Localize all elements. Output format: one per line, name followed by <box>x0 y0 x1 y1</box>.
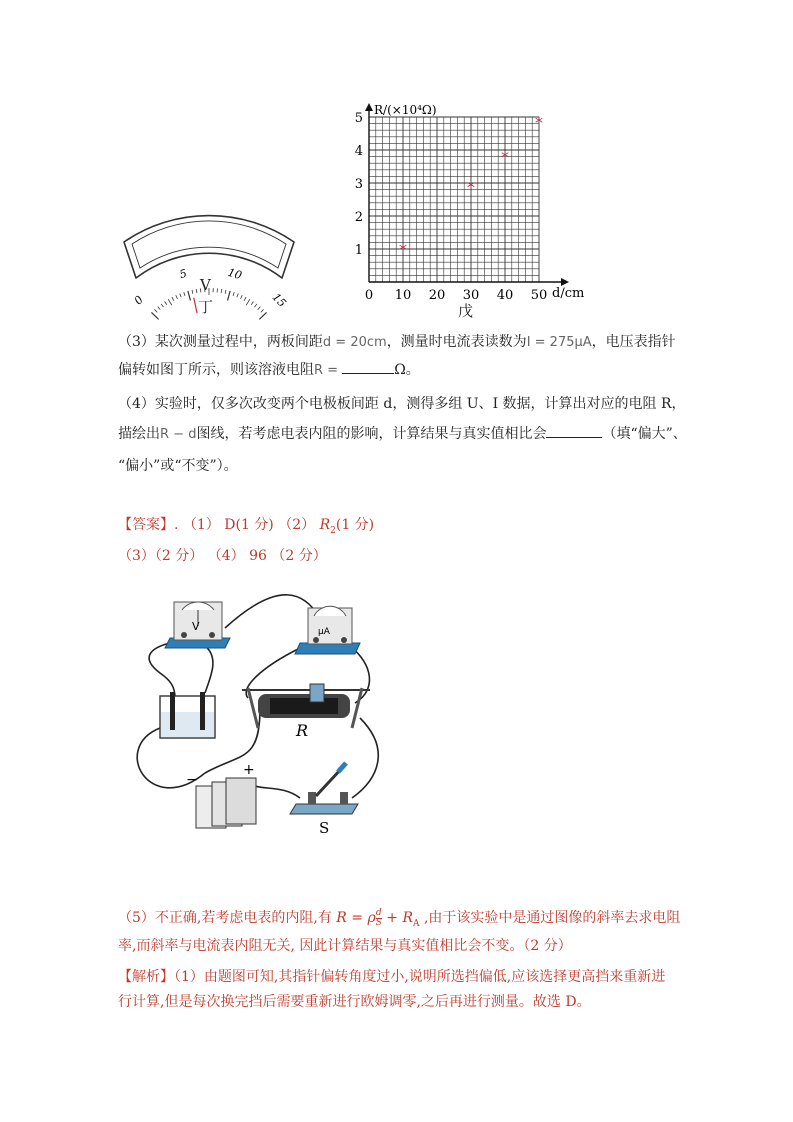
graph-caption: 戊 <box>458 302 474 320</box>
y-tick-label: 4 <box>354 144 363 159</box>
battery-plus-label: + <box>243 762 255 778</box>
fraction-numerator: d <box>375 907 382 918</box>
dial-tick <box>155 309 158 312</box>
answer-text-1: . （1） D(1 分) （2） <box>174 517 316 533</box>
q3-unit: Ω。 <box>394 362 420 378</box>
question-3-line-2 <box>118 359 420 382</box>
y-tick-label: 2 <box>354 210 363 225</box>
graph-x-ticks <box>365 288 547 303</box>
data-point-marker: * <box>467 177 475 197</box>
dial-scale-label: 10 <box>226 265 244 283</box>
dial-needle <box>194 298 197 314</box>
question-3-line-1 <box>118 331 676 354</box>
question-4-line-1: （4）实验时，仅多次改变两个电极板间距 d，测得多组 U、I 数据，计算出对应的电阻 R， <box>118 396 686 412</box>
analysis-label: 【解析】 <box>118 969 174 985</box>
data-point-marker: * <box>501 147 509 167</box>
dial-tick <box>225 290 226 294</box>
q4-text-b: 图线，若考虑电表内阻的影响，计算结果与真实值相比会 <box>196 426 547 442</box>
answer-line-2: （3）（2 分） （4） 96 （2 分） <box>118 548 327 564</box>
dial-tick <box>158 307 161 310</box>
analysis-line-1 <box>118 966 665 988</box>
q3-current-value: I = 275μA <box>526 335 592 350</box>
dial-caption: 丁 <box>198 298 214 316</box>
q3-text-a: （3）某次测量过程中，两板间距 <box>118 334 323 350</box>
switch-label: S <box>319 819 330 837</box>
dial-tick <box>246 299 250 305</box>
dial-tick <box>251 301 253 304</box>
formula-lhs: R = ρ <box>336 910 376 926</box>
y-tick-label: 1 <box>354 243 363 258</box>
data-point-marker: * <box>399 240 407 259</box>
x-tick-label: 0 <box>364 288 374 303</box>
q3-resistance-symbol: R = <box>314 363 343 378</box>
dial-tick <box>192 290 193 294</box>
answer-line-1 <box>118 514 374 542</box>
part-5-line-2: 率,而斜率与电流表内阻无关, 因此计算结果与真实值相比会不变。（2 分） <box>118 938 572 954</box>
dial-tick <box>255 304 257 307</box>
x-tick-label: 10 <box>394 288 412 303</box>
dial-tick <box>261 309 264 312</box>
voltmeter-dial-figure <box>118 200 300 320</box>
circuit-diagram-svg <box>130 588 392 840</box>
q4-text-c: （填“偏大”、 <box>602 426 687 442</box>
rheostat-label: R <box>296 721 309 740</box>
question-4-line-2 <box>118 423 687 446</box>
dial-scale-label: 5 <box>178 266 189 282</box>
answer-label: 【答案】 <box>118 517 174 533</box>
electrolyte-cell <box>160 692 215 738</box>
dial-tick <box>233 292 234 296</box>
dial-unit-symbol: V <box>200 276 211 294</box>
formula-rhs: + R <box>386 910 414 926</box>
voltmeter-label: V <box>192 620 200 633</box>
graph-y-ticks <box>355 111 363 258</box>
x-tick-label: 40 <box>496 288 514 303</box>
battery-minus-label: − <box>186 772 198 788</box>
q3-text-c: ，电压表指针 <box>591 334 676 350</box>
dial-tick <box>168 299 172 305</box>
dial-tick <box>228 291 231 301</box>
switch <box>290 763 358 814</box>
dial-tick <box>172 297 174 301</box>
formula-subscript: A <box>413 918 420 929</box>
q4-graph-name: R − d <box>160 427 197 442</box>
dial-tick <box>244 297 246 301</box>
fraction-denominator: S <box>375 917 382 928</box>
analysis-line-2: 行计算,但是每次换完挡后需要重新进行欧姆调零,之后再进行测量。故选 D。 <box>118 994 591 1010</box>
dial-tick <box>176 295 178 299</box>
answer-r2-score: (1 分) <box>335 517 375 533</box>
q4-text-a: 描绘出 <box>118 426 160 442</box>
part-5-line-1 <box>118 907 680 935</box>
dial-tick <box>221 289 222 293</box>
q3-text-line2: 偏转如图丁所示，则该溶液电阻 <box>118 362 314 378</box>
y-tick-label: 3 <box>354 177 363 192</box>
dial-tick <box>241 295 243 299</box>
formula-fraction <box>376 909 382 928</box>
part5-text-a: （5）不正确,若考虑电表的内阻,有 <box>118 910 332 926</box>
q4-answer-blank <box>546 423 602 438</box>
x-tick-label: 30 <box>462 288 480 303</box>
dial-scale-label: 0 <box>131 293 146 308</box>
r-d-graph <box>352 100 602 303</box>
q3-answer-blank <box>342 359 394 374</box>
dial-tick <box>184 292 185 296</box>
dial-scale-label: 15 <box>269 290 289 310</box>
dial-tick <box>237 294 238 298</box>
circuit-diagram <box>130 588 392 840</box>
y-axis-label: R/(×10⁴Ω) <box>374 103 437 117</box>
x-tick-label: 20 <box>428 288 446 303</box>
x-axis-label: d/cm <box>552 286 585 301</box>
part5-text-b: ,由于该实验中是通过图像的斜率去求电阻 <box>423 910 681 926</box>
dial-tick <box>188 291 191 301</box>
ammeter-label: μA <box>318 627 330 637</box>
answer-r2: R <box>319 517 331 533</box>
dial-tick <box>180 294 181 298</box>
q3-distance-value: d = 20cm <box>322 335 387 350</box>
y-tick-label: 5 <box>354 111 363 126</box>
dial-tick <box>151 312 158 319</box>
dial-tick <box>258 307 261 310</box>
graph-grid <box>369 117 539 282</box>
battery <box>196 778 256 828</box>
data-point-marker: * <box>535 112 543 132</box>
dial-tick <box>259 312 266 319</box>
dial-tick <box>165 301 167 304</box>
question-4-line-3: “偏小”或“不变”）。 <box>118 458 238 474</box>
x-tick-label: 50 <box>530 288 548 303</box>
dial-tick <box>196 289 197 293</box>
answer-r2-subscript: 2 <box>330 525 336 536</box>
r-d-graph-figure <box>352 100 602 322</box>
analysis-text-1: （1）由题图可知,其指针偏转角度过小,说明所选挡偏低,应该选择更高挡来重新进 <box>174 969 666 985</box>
dial-tick <box>161 304 163 307</box>
q3-text-b: ，测量时电流表读数为 <box>386 334 527 350</box>
